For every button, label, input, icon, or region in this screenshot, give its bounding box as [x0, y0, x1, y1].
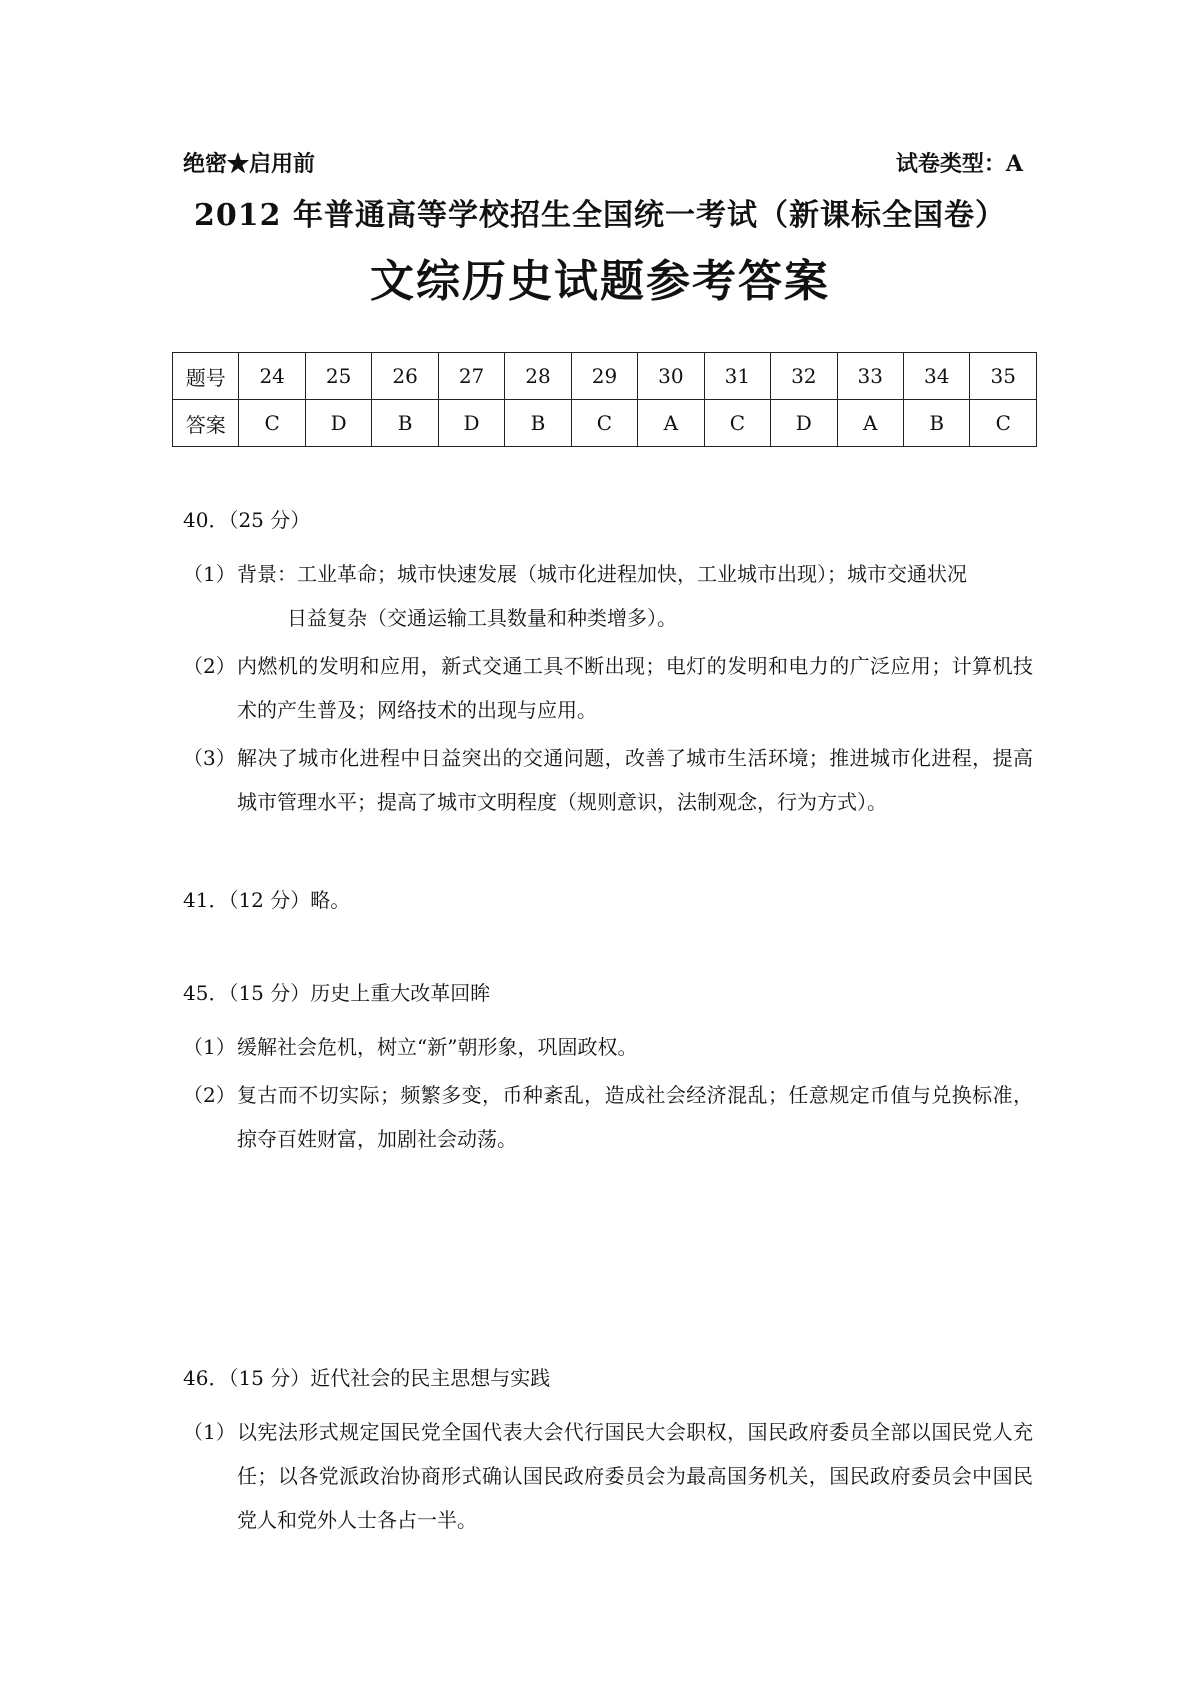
- question-46-item-1: [183, 1410, 1033, 1542]
- question-number-cell: 27: [438, 353, 504, 400]
- question-40: [183, 508, 1033, 824]
- row-label-answer: 答案: [173, 400, 239, 447]
- item-text: 以宪法形式规定国民党全国代表大会代行国民大会职权，国民政府委员全部以国民党人充任；以各党派政治协商形式确认国民政府委员会为最高国务机关，国民政府委员会中国民党人和党外人士各占一半。: [237, 1420, 1033, 1532]
- exam-title: 2012 年普通高等学校招生全国统一考试（新课标全国卷）: [194, 198, 1006, 233]
- item-text: 内燃机的发明和应用，新式交通工具不断出现；电灯的发明和电力的广泛应用；计算机技术的产生普及；网络技术的出现与应用。: [237, 654, 1033, 722]
- header-row: [183, 147, 1023, 183]
- question-40-heading: 40．（25 分）: [183, 508, 311, 532]
- item-text: 缓解社会危机，树立“新”朝形象，巩固政权。: [237, 1035, 638, 1059]
- answer-table: [172, 352, 1037, 447]
- item-number: （2）: [183, 654, 236, 678]
- item-text: 解决了城市化进程中日益突出的交通问题，改善了城市生活环境；推进城市化进程，提高城市管理水平；提高了城市文明程度（规则意识，法制观念，行为方式）。: [237, 746, 1033, 814]
- question-41-heading: 41．（12 分）略。: [183, 888, 351, 912]
- answer-cell: C: [571, 400, 637, 447]
- answer-row: [173, 400, 1037, 447]
- question-45-item-1: [183, 1025, 1033, 1069]
- answer-cell: D: [438, 400, 504, 447]
- answer-cell: B: [372, 400, 438, 447]
- item-text-line-1: 背景：工业革命；城市快速发展（城市化进程加快，工业城市出现）；城市交通状况: [237, 562, 967, 586]
- answer-cell: C: [239, 400, 305, 447]
- question-45-item-2: [183, 1073, 1033, 1161]
- confidential-mark: 绝密★启用前: [183, 151, 316, 177]
- question-number-cell: 31: [704, 353, 770, 400]
- question-number-cell: 29: [571, 353, 637, 400]
- answer-cell: D: [305, 400, 371, 447]
- item-text-line-2: 日益复杂（交通运输工具数量和种类增多）。: [287, 606, 677, 630]
- question-41: [183, 888, 1033, 912]
- answer-cell: B: [505, 400, 571, 447]
- item-number: （1）: [183, 1420, 236, 1444]
- question-number-cell: 25: [305, 353, 371, 400]
- question-number-cell: 32: [771, 353, 837, 400]
- question-40-item-1: [183, 552, 1033, 640]
- question-40-item-3: [183, 736, 1033, 824]
- item-number: （1）: [183, 562, 236, 586]
- question-46: [183, 1366, 1033, 1542]
- answer-cell: B: [903, 400, 969, 447]
- question-number-cell: 28: [505, 353, 571, 400]
- question-number-cell: 26: [372, 353, 438, 400]
- answer-cell: D: [771, 400, 837, 447]
- question-number-cell: 35: [970, 353, 1037, 400]
- answer-cell: A: [638, 400, 704, 447]
- item-number: （1）: [183, 1035, 236, 1059]
- answer-cell: C: [704, 400, 770, 447]
- row-label-number: 题号: [173, 353, 239, 400]
- question-46-heading: 46．（15 分）近代社会的民主思想与实践: [183, 1366, 551, 1390]
- question-number-cell: 33: [837, 353, 903, 400]
- paper-type: 试卷类型：A: [895, 151, 1023, 177]
- item-number: （2）: [183, 1083, 236, 1107]
- question-number-cell: 30: [638, 353, 704, 400]
- question-45: [183, 981, 1033, 1161]
- question-number-cell: 34: [903, 353, 969, 400]
- question-40-item-2: [183, 644, 1033, 732]
- item-number: （3）: [183, 746, 236, 770]
- answer-cell: C: [970, 400, 1037, 447]
- item-text: 复古而不切实际；频繁多变，币种紊乱，造成社会经济混乱；任意规定币值与兑换标准，掠夺百姓财富，加剧社会动荡。: [237, 1083, 1033, 1151]
- question-number-cell: 24: [239, 353, 305, 400]
- answer-cell: A: [837, 400, 903, 447]
- question-45-heading: 45．（15 分）历史上重大改革回眸: [183, 981, 491, 1005]
- question-number-row: [173, 353, 1037, 400]
- page-title: 文综历史试题参考答案: [370, 256, 830, 307]
